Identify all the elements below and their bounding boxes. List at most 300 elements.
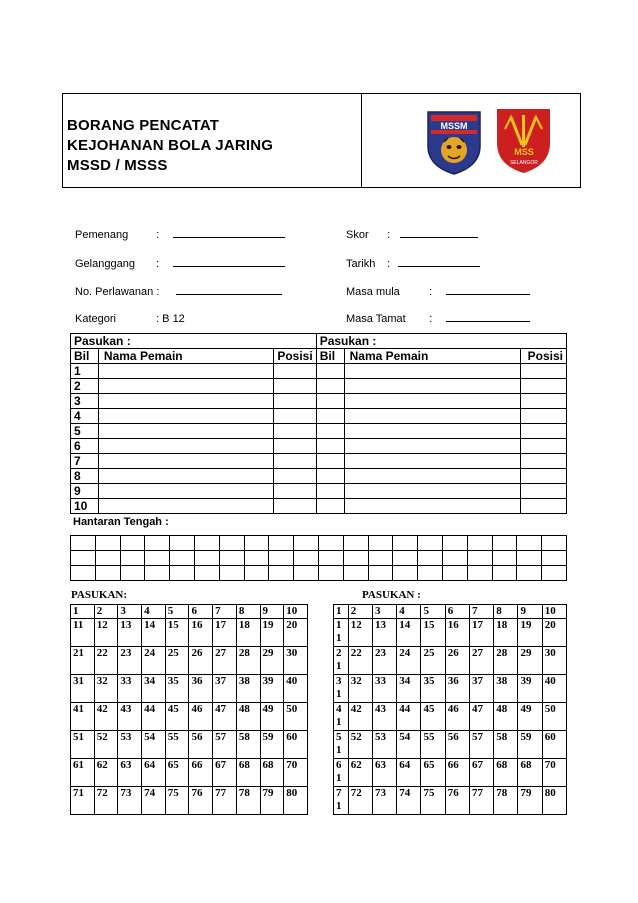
score-cell-right[interactable]: 5 1 xyxy=(334,731,349,759)
score-cell-right[interactable]: 65 xyxy=(421,759,445,787)
score-cell-left[interactable]: 13 xyxy=(118,619,142,647)
score-cell-right[interactable]: 1 xyxy=(334,605,349,619)
score-cell-left[interactable]: 63 xyxy=(118,759,142,787)
nama-header-right-text: Nama Pemain xyxy=(349,349,429,363)
score-cell-right[interactable]: 34 xyxy=(397,675,421,703)
score-cell-right[interactable]: 47 xyxy=(469,703,493,731)
score-cell-right[interactable]: 56 xyxy=(445,731,469,759)
score-cell-left[interactable]: 23 xyxy=(118,647,142,675)
hantaran-cell[interactable] xyxy=(219,551,244,566)
hantaran-cell[interactable] xyxy=(343,566,368,581)
score-cell-left[interactable]: 68 xyxy=(236,759,260,787)
hantaran-cell[interactable] xyxy=(145,551,170,566)
hantaran-cell[interactable] xyxy=(318,551,343,566)
score-cell-left[interactable]: 21 xyxy=(71,647,95,675)
score-cell-right[interactable]: 35 xyxy=(421,675,445,703)
hantaran-cell[interactable] xyxy=(542,536,567,551)
score-cell-left[interactable]: 61 xyxy=(71,759,95,787)
hantaran-cell[interactable] xyxy=(517,536,542,551)
player-posisi-cell-right[interactable] xyxy=(521,499,567,514)
hantaran-cell[interactable] xyxy=(442,566,467,581)
player-name-cell-right[interactable] xyxy=(344,409,520,424)
pemenang-field xyxy=(75,229,285,241)
player-number-right xyxy=(316,379,344,394)
score-cell-right[interactable]: 68 xyxy=(518,759,542,787)
player-number-right xyxy=(316,469,344,484)
hantaran-cell[interactable] xyxy=(145,566,170,581)
hantaran-cell[interactable] xyxy=(71,551,96,566)
player-name-cell-right[interactable] xyxy=(344,454,520,469)
hantaran-cell[interactable] xyxy=(145,536,170,551)
hantaran-cell[interactable] xyxy=(194,536,219,551)
score-cell-right[interactable]: 54 xyxy=(397,731,421,759)
score-cell-right[interactable]: 55 xyxy=(421,731,445,759)
player-posisi-cell-left[interactable] xyxy=(274,484,316,499)
score-cell-left[interactable]: 80 xyxy=(284,787,308,815)
hantaran-cell[interactable] xyxy=(343,536,368,551)
score-cell-right[interactable]: 42 xyxy=(348,703,372,731)
hantaran-cell[interactable] xyxy=(269,566,294,581)
score-cell-right[interactable]: 78 xyxy=(494,787,518,815)
score-cell-left[interactable]: 2 xyxy=(94,605,118,619)
hantaran-cell[interactable] xyxy=(194,551,219,566)
hantaran-cell[interactable] xyxy=(170,536,195,551)
hantaran-cell[interactable] xyxy=(120,536,145,551)
player-name-cell-left[interactable] xyxy=(98,439,273,454)
hantaran-cell[interactable] xyxy=(393,551,418,566)
player-name-cell-left[interactable] xyxy=(98,424,273,439)
score-cell-right[interactable]: 50 xyxy=(542,703,566,731)
pemenang-label: Pemenang xyxy=(75,229,129,241)
player-rows xyxy=(71,364,567,514)
player-posisi-cell-left[interactable] xyxy=(274,454,316,469)
score-cell-right[interactable]: 3 xyxy=(372,605,396,619)
player-name-cell-left[interactable] xyxy=(98,454,273,469)
score-cell-left[interactable]: 14 xyxy=(142,619,166,647)
score-cell-left[interactable]: 36 xyxy=(189,675,213,703)
score-cell-left[interactable]: 52 xyxy=(94,731,118,759)
hantaran-cell[interactable] xyxy=(467,566,492,581)
hantaran-cell[interactable] xyxy=(542,551,567,566)
score-cell-right[interactable]: 4 xyxy=(397,605,421,619)
hantaran-cell[interactable] xyxy=(95,566,120,581)
score-cell-left[interactable]: 9 xyxy=(260,605,284,619)
score-cell-left[interactable]: 45 xyxy=(165,703,189,731)
score-cell-right[interactable]: 28 xyxy=(494,647,518,675)
perlawanan-blank[interactable] xyxy=(176,286,282,295)
player-posisi-cell-left[interactable] xyxy=(274,499,316,514)
score-cell-left[interactable]: 26 xyxy=(189,647,213,675)
hantaran-cell[interactable] xyxy=(244,551,269,566)
score-cell-left[interactable]: 72 xyxy=(94,787,118,815)
player-name-cell-right[interactable] xyxy=(344,439,520,454)
hantaran-cell[interactable] xyxy=(517,566,542,581)
score-cell-right[interactable]: 40 xyxy=(542,675,566,703)
score-cell-right[interactable]: 44 xyxy=(397,703,421,731)
header-top-line xyxy=(62,93,580,94)
score-cell-left[interactable]: 29 xyxy=(260,647,284,675)
score-cell-left[interactable]: 68 xyxy=(260,759,284,787)
score-cell-left[interactable]: 7 xyxy=(213,605,237,619)
hantaran-cell[interactable] xyxy=(542,566,567,581)
hantaran-cell[interactable] xyxy=(442,536,467,551)
score-cell-left[interactable]: 10 xyxy=(284,605,308,619)
score-cell-right[interactable]: 79 xyxy=(518,787,542,815)
score-cell-right[interactable]: 58 xyxy=(494,731,518,759)
score-cell-right[interactable]: 7 1 xyxy=(334,787,349,815)
score-cell-right[interactable]: 9 xyxy=(518,605,542,619)
score-cell-left[interactable]: 62 xyxy=(94,759,118,787)
score-cell-right[interactable]: 64 xyxy=(397,759,421,787)
player-row xyxy=(71,379,567,394)
score-cell-left[interactable]: 75 xyxy=(165,787,189,815)
hantaran-cell[interactable] xyxy=(467,536,492,551)
score-cell-right[interactable]: 59 xyxy=(518,731,542,759)
player-posisi-cell-left[interactable] xyxy=(274,424,316,439)
score-grid-left xyxy=(70,604,308,815)
player-posisi-cell-left[interactable] xyxy=(274,364,316,379)
hantaran-cell[interactable] xyxy=(492,551,517,566)
player-posisi-cell-right[interactable] xyxy=(521,379,567,394)
score-cell-left[interactable]: 24 xyxy=(142,647,166,675)
hantaran-cell[interactable] xyxy=(120,551,145,566)
hantaran-cell[interactable] xyxy=(294,551,319,566)
score-cell-left[interactable]: 56 xyxy=(189,731,213,759)
score-row-right xyxy=(334,605,567,619)
score-cell-left[interactable]: 58 xyxy=(236,731,260,759)
score-cell-left[interactable]: 59 xyxy=(260,731,284,759)
score-cell-right[interactable]: 68 xyxy=(494,759,518,787)
score-row-left xyxy=(71,703,308,731)
hantaran-cell[interactable] xyxy=(95,536,120,551)
score-cell-left[interactable]: 28 xyxy=(236,647,260,675)
score-cell-right[interactable]: 77 xyxy=(469,787,493,815)
pasukan-label-right: Pasukan : xyxy=(316,334,566,349)
player-posisi-cell-left[interactable] xyxy=(274,439,316,454)
score-cell-right[interactable]: 7 xyxy=(469,605,493,619)
score-cell-left[interactable]: 20 xyxy=(284,619,308,647)
hantaran-cell[interactable] xyxy=(318,536,343,551)
score-cell-left[interactable]: 54 xyxy=(142,731,166,759)
score-cell-left[interactable]: 41 xyxy=(71,703,95,731)
perlawanan-label: No. Perlawanan : xyxy=(75,286,160,298)
score-cell-right[interactable]: 38 xyxy=(494,675,518,703)
score-cell-left[interactable]: 18 xyxy=(236,619,260,647)
hantaran-cell[interactable] xyxy=(393,536,418,551)
player-name-cell-right[interactable] xyxy=(344,499,520,514)
score-cell-left[interactable]: 5 xyxy=(165,605,189,619)
skor-blank[interactable] xyxy=(400,229,478,238)
player-posisi-cell-right[interactable] xyxy=(521,454,567,469)
player-name-cell-left[interactable] xyxy=(98,484,273,499)
score-cell-left[interactable]: 6 xyxy=(189,605,213,619)
masa-mula-blank[interactable] xyxy=(446,286,530,295)
pasukan-label-left: Pasukan : xyxy=(71,334,317,349)
score-cell-left[interactable]: 1 xyxy=(71,605,95,619)
player-name-cell-right[interactable] xyxy=(344,364,520,379)
hantaran-cell[interactable] xyxy=(269,551,294,566)
score-cell-right[interactable]: 32 xyxy=(348,675,372,703)
player-name-cell-left[interactable] xyxy=(98,394,273,409)
score-cell-right[interactable]: 80 xyxy=(542,787,566,815)
score-cell-right[interactable]: 30 xyxy=(542,647,566,675)
score-cell-right[interactable]: 63 xyxy=(372,759,396,787)
score-cell-right[interactable]: 62 xyxy=(348,759,372,787)
score-cell-left[interactable]: 71 xyxy=(71,787,95,815)
score-cell-right[interactable]: 19 xyxy=(518,619,542,647)
masa-tamat-blank[interactable] xyxy=(446,313,530,322)
score-cell-left[interactable]: 27 xyxy=(213,647,237,675)
score-cell-left[interactable]: 46 xyxy=(189,703,213,731)
score-cell-left[interactable]: 43 xyxy=(118,703,142,731)
score-cell-right[interactable]: 6 1 xyxy=(334,759,349,787)
score-cell-left[interactable]: 77 xyxy=(213,787,237,815)
player-posisi-cell-right[interactable] xyxy=(521,484,567,499)
pasukan-header-row xyxy=(71,334,567,349)
hantaran-grid xyxy=(70,535,567,581)
score-cell-right[interactable]: 39 xyxy=(518,675,542,703)
score-row-right xyxy=(334,647,567,675)
hantaran-cell[interactable] xyxy=(269,536,294,551)
score-cell-left[interactable]: 17 xyxy=(213,619,237,647)
player-name-cell-left[interactable] xyxy=(98,409,273,424)
score-cell-right[interactable]: 23 xyxy=(372,647,396,675)
score-cell-left[interactable]: 48 xyxy=(236,703,260,731)
score-cell-left[interactable]: 65 xyxy=(165,759,189,787)
player-posisi-cell-left[interactable] xyxy=(274,394,316,409)
score-cell-right[interactable]: 3 1 xyxy=(334,675,349,703)
score-cell-right[interactable]: 27 xyxy=(469,647,493,675)
hantaran-cell[interactable] xyxy=(219,566,244,581)
score-cell-right[interactable]: 43 xyxy=(372,703,396,731)
player-name-cell-right[interactable] xyxy=(344,484,520,499)
score-cell-left[interactable]: 22 xyxy=(94,647,118,675)
score-cell-right[interactable]: 75 xyxy=(421,787,445,815)
hantaran-cell[interactable] xyxy=(318,566,343,581)
score-cell-left[interactable]: 57 xyxy=(213,731,237,759)
player-posisi-cell-right[interactable] xyxy=(521,439,567,454)
score-cell-left[interactable]: 74 xyxy=(142,787,166,815)
hantaran-cell[interactable] xyxy=(393,566,418,581)
score-row-right xyxy=(334,759,567,787)
hantaran-cell[interactable] xyxy=(368,536,393,551)
tarikh-colon: : xyxy=(387,258,391,270)
score-cell-right[interactable]: 37 xyxy=(469,675,493,703)
score-cell-right[interactable]: 4 1 xyxy=(334,703,349,731)
score-cell-right[interactable]: 67 xyxy=(469,759,493,787)
score-cell-left[interactable]: 31 xyxy=(71,675,95,703)
score-cell-right[interactable]: 2 1 xyxy=(334,647,349,675)
player-name-cell-left[interactable] xyxy=(98,469,273,484)
player-name-cell-right[interactable] xyxy=(344,424,520,439)
hantaran-cell[interactable] xyxy=(170,566,195,581)
score-cell-right[interactable]: 33 xyxy=(372,675,396,703)
score-cell-right[interactable]: 10 xyxy=(542,605,566,619)
hantaran-cell[interactable] xyxy=(194,566,219,581)
score-cell-right[interactable]: 24 xyxy=(397,647,421,675)
hantaran-cell[interactable] xyxy=(294,536,319,551)
player-name-cell-left[interactable] xyxy=(98,499,273,514)
player-number-left: 10 xyxy=(71,499,99,514)
hantaran-cell[interactable] xyxy=(244,566,269,581)
score-cell-right[interactable]: 49 xyxy=(518,703,542,731)
player-name-cell-right[interactable] xyxy=(344,379,520,394)
score-cell-left[interactable]: 35 xyxy=(165,675,189,703)
player-posisi-cell-right[interactable] xyxy=(521,394,567,409)
score-cell-left[interactable]: 49 xyxy=(260,703,284,731)
score-cell-right[interactable]: 46 xyxy=(445,703,469,731)
score-cell-right[interactable]: 6 xyxy=(445,605,469,619)
score-cell-right[interactable]: 72 xyxy=(348,787,372,815)
pemenang-colon: : xyxy=(156,229,160,241)
score-cell-left[interactable]: 53 xyxy=(118,731,142,759)
hantaran-cell[interactable] xyxy=(343,551,368,566)
score-cell-right[interactable]: 2 xyxy=(348,605,372,619)
hantaran-cell[interactable] xyxy=(219,536,244,551)
score-cell-left[interactable]: 73 xyxy=(118,787,142,815)
score-cell-right[interactable]: 70 xyxy=(542,759,566,787)
score-cell-right[interactable]: 52 xyxy=(348,731,372,759)
score-cell-right[interactable]: 53 xyxy=(372,731,396,759)
hantaran-cell[interactable] xyxy=(418,551,443,566)
score-cell-left[interactable]: 16 xyxy=(189,619,213,647)
hantaran-cell[interactable] xyxy=(95,551,120,566)
score-cell-right[interactable]: 57 xyxy=(469,731,493,759)
score-cell-left[interactable]: 79 xyxy=(260,787,284,815)
hantaran-cell[interactable] xyxy=(467,551,492,566)
score-cell-right[interactable]: 60 xyxy=(542,731,566,759)
player-name-cell-right[interactable] xyxy=(344,469,520,484)
score-row-left xyxy=(71,787,308,815)
player-name-cell-left[interactable] xyxy=(98,364,273,379)
score-cell-left[interactable]: 8 xyxy=(236,605,260,619)
score-cell-right[interactable]: 45 xyxy=(421,703,445,731)
score-cell-right[interactable]: 18 xyxy=(494,619,518,647)
player-row xyxy=(71,439,567,454)
score-cell-right[interactable]: 66 xyxy=(445,759,469,787)
gelanggang-blank[interactable] xyxy=(173,258,285,267)
hantaran-cell[interactable] xyxy=(418,566,443,581)
score-cell-left[interactable]: 3 xyxy=(118,605,142,619)
hantaran-cell[interactable] xyxy=(294,566,319,581)
score-cell-right[interactable]: 48 xyxy=(494,703,518,731)
skor-field xyxy=(346,229,478,241)
score-cell-left[interactable]: 40 xyxy=(284,675,308,703)
hantaran-cell[interactable] xyxy=(71,566,96,581)
score-cell-left[interactable]: 39 xyxy=(260,675,284,703)
score-cell-right[interactable]: 73 xyxy=(372,787,396,815)
score-cell-left[interactable]: 19 xyxy=(260,619,284,647)
pemenang-blank[interactable] xyxy=(173,229,285,238)
player-posisi-cell-right[interactable] xyxy=(521,409,567,424)
score-cell-left[interactable]: 38 xyxy=(236,675,260,703)
score-cell-left[interactable]: 4 xyxy=(142,605,166,619)
score-cell-right[interactable]: 16 xyxy=(445,619,469,647)
score-cell-right[interactable]: 36 xyxy=(445,675,469,703)
score-cell-left[interactable]: 67 xyxy=(213,759,237,787)
score-cell-right[interactable]: 76 xyxy=(445,787,469,815)
score-cell-left[interactable]: 15 xyxy=(165,619,189,647)
score-cell-left[interactable]: 78 xyxy=(236,787,260,815)
hantaran-cell[interactable] xyxy=(368,566,393,581)
player-posisi-cell-left[interactable] xyxy=(274,469,316,484)
player-number-right xyxy=(316,484,344,499)
score-cell-left[interactable]: 51 xyxy=(71,731,95,759)
score-cell-right[interactable]: 14 xyxy=(397,619,421,647)
score-cell-left[interactable]: 11 xyxy=(71,619,95,647)
player-posisi-cell-left[interactable] xyxy=(274,409,316,424)
player-posisi-cell-right[interactable] xyxy=(521,364,567,379)
score-cell-left[interactable]: 12 xyxy=(94,619,118,647)
score-cell-left[interactable]: 30 xyxy=(284,647,308,675)
score-cell-left[interactable]: 64 xyxy=(142,759,166,787)
player-posisi-cell-right[interactable] xyxy=(521,424,567,439)
hantaran-cell[interactable] xyxy=(442,551,467,566)
score-cell-left[interactable]: 33 xyxy=(118,675,142,703)
score-cell-left[interactable]: 25 xyxy=(165,647,189,675)
score-cell-left[interactable]: 32 xyxy=(94,675,118,703)
score-cell-right[interactable]: 13 xyxy=(372,619,396,647)
hantaran-cell[interactable] xyxy=(418,536,443,551)
score-cell-left[interactable]: 50 xyxy=(284,703,308,731)
score-cell-right[interactable]: 22 xyxy=(348,647,372,675)
score-cell-right[interactable]: 20 xyxy=(542,619,566,647)
score-cell-left[interactable]: 37 xyxy=(213,675,237,703)
score-cell-left[interactable]: 47 xyxy=(213,703,237,731)
score-cell-right[interactable]: 25 xyxy=(421,647,445,675)
score-cell-right[interactable]: 17 xyxy=(469,619,493,647)
score-cell-left[interactable]: 76 xyxy=(189,787,213,815)
score-cell-left[interactable]: 34 xyxy=(142,675,166,703)
score-cell-right[interactable]: 1 1 xyxy=(334,619,349,647)
score-cell-right[interactable]: 29 xyxy=(518,647,542,675)
player-name-cell-left[interactable] xyxy=(98,379,273,394)
title-line-3: MSSD / MSSS xyxy=(67,157,168,174)
player-name-cell-right[interactable] xyxy=(344,394,520,409)
score-cell-right[interactable]: 12 xyxy=(348,619,372,647)
hantaran-label: Hantaran Tengah : xyxy=(73,516,169,528)
score-cell-left[interactable]: 60 xyxy=(284,731,308,759)
player-number-left: 2 xyxy=(71,379,99,394)
player-number-left: 3 xyxy=(71,394,99,409)
hantaran-cell[interactable] xyxy=(492,536,517,551)
score-cell-left[interactable]: 70 xyxy=(284,759,308,787)
score-cell-right[interactable]: 15 xyxy=(421,619,445,647)
player-posisi-cell-right[interactable] xyxy=(521,469,567,484)
player-posisi-cell-left[interactable] xyxy=(274,379,316,394)
score-cell-right[interactable]: 26 xyxy=(445,647,469,675)
bil-header-right: Bil xyxy=(316,349,344,364)
tarikh-blank[interactable] xyxy=(398,258,480,267)
score-cell-right[interactable]: 5 xyxy=(421,605,445,619)
score-cell-left[interactable]: 42 xyxy=(94,703,118,731)
score-cell-left[interactable]: 66 xyxy=(189,759,213,787)
score-cell-right[interactable]: 74 xyxy=(397,787,421,815)
hantaran-cell[interactable] xyxy=(71,536,96,551)
hantaran-cell[interactable] xyxy=(368,551,393,566)
skor-label: Skor xyxy=(346,229,369,241)
hantaran-cell[interactable] xyxy=(170,551,195,566)
hantaran-cell[interactable] xyxy=(492,566,517,581)
header-bottom-line xyxy=(62,187,580,188)
hantaran-cell[interactable] xyxy=(517,551,542,566)
masa-mula-label: Masa mula xyxy=(346,286,400,298)
score-cell-left[interactable]: 44 xyxy=(142,703,166,731)
score-cell-right[interactable]: 8 xyxy=(494,605,518,619)
hantaran-cell[interactable] xyxy=(244,536,269,551)
score-cell-left[interactable]: 55 xyxy=(165,731,189,759)
hantaran-cell[interactable] xyxy=(120,566,145,581)
